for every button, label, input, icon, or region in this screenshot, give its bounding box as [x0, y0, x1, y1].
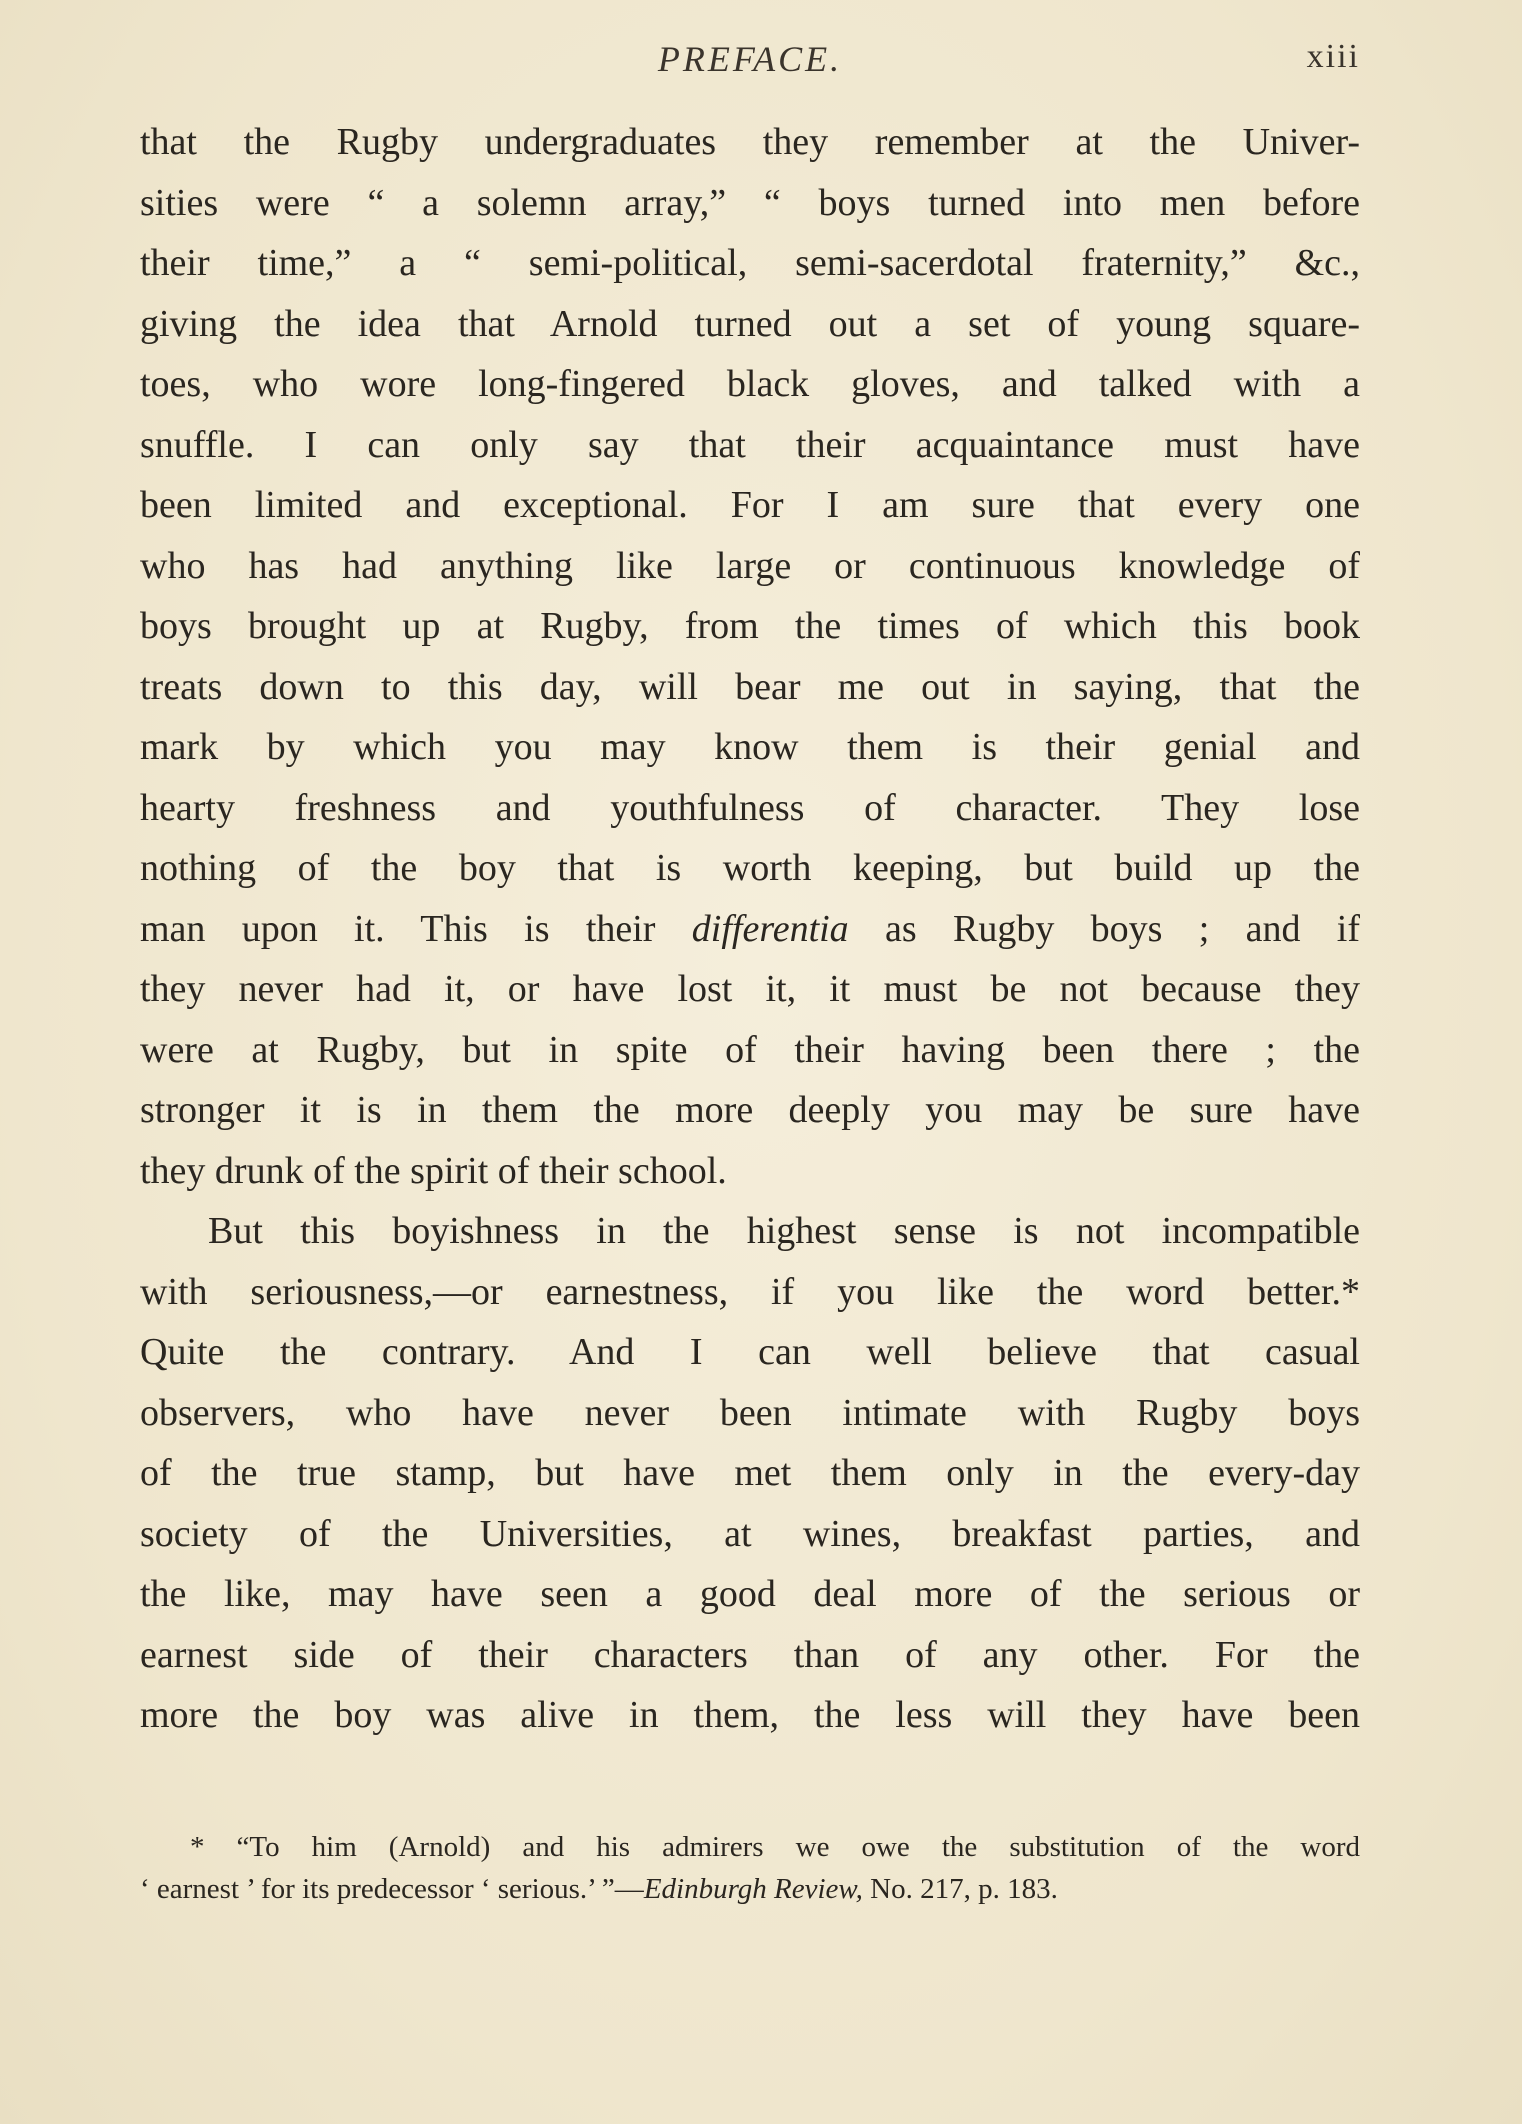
text-line: snuffle. I can only say that their acquaintance must have	[140, 423, 1360, 466]
text-line: with seriousness,—or earnestness, if you like the word better.*	[140, 1270, 1360, 1313]
paragraph-first-line: But this boyishness in the highest sense is not incompatible	[208, 1210, 1360, 1252]
running-head	[140, 38, 1360, 88]
italic-term: differentia	[691, 907, 849, 950]
text-line: giving the idea that Arnold turned out a set of young square-	[140, 302, 1360, 345]
page-number: xiii	[1306, 38, 1360, 75]
footnote-line: * “To him (Arnold) and his admirers we owe the substitution of the word	[190, 1831, 1360, 1863]
text-line: that the Rugby undergraduates they remember at the Univer-	[140, 121, 1360, 163]
text-line: sities were “ a solemn array,” “ boys turned into men before	[140, 181, 1360, 224]
text-line: toes, who wore long-fingered black gloves, and talked with a	[140, 363, 1360, 405]
text-line: been limited and exceptional. For I am sure that every one	[140, 484, 1360, 526]
text-line: observers, who have never been intimate with Rugby boys	[140, 1391, 1360, 1434]
text-line: boys brought up at Rugby, from the times of which this book	[140, 605, 1360, 647]
footnote-line	[140, 1868, 1360, 1910]
text-segment: as Rugby boys ; and if	[885, 907, 1360, 950]
text-line: more the boy was alive in them, the less will they have been	[140, 1694, 1360, 1736]
text-segment: man upon it. This is their	[140, 907, 656, 950]
text-line: hearty freshness and youthfulness of character. They lose	[140, 786, 1360, 829]
text-line: who has had anything like large or continuous knowledge of	[140, 544, 1360, 587]
text-line: stronger it is in them the more deeply you may be sure have	[140, 1089, 1360, 1131]
footnote	[140, 1826, 1360, 1910]
text-line: Quite the contrary. And I can well believe that casual	[140, 1331, 1360, 1373]
footnote-source: Edinburgh Review,	[643, 1873, 863, 1905]
footnote-segment: No. 217, p. 183.	[862, 1873, 1058, 1905]
text-line: they never had it, or have lost it, it must be not because they	[140, 968, 1360, 1010]
text-line: society of the Universities, at wines, breakfast parties, and	[140, 1512, 1360, 1555]
text-line: the like, may have seen a good deal more of the serious or	[140, 1573, 1360, 1615]
text-line: their time,” a “ semi-political, semi-sacerdotal fraternity,” &c.,	[140, 242, 1360, 284]
text-line: they drunk of the spirit of their school.	[140, 1149, 727, 1192]
text-line-differentia	[140, 899, 1360, 960]
text-line: mark by which you may know them is their genial and	[140, 726, 1360, 768]
text-line: earnest side of their characters than of any other. For the	[140, 1633, 1360, 1676]
text-line: were at Rugby, but in spite of their having been there ; the	[140, 1028, 1360, 1071]
running-head-title: PREFACE.	[657, 39, 843, 79]
text-line: of the true stamp, but have met them only in the every-day	[140, 1452, 1360, 1494]
footnote-segment: ‘ earnest ’ for its predecessor ‘ serious.’ ”—	[140, 1873, 644, 1905]
text-line: nothing of the boy that is worth keeping, but build up the	[140, 847, 1360, 889]
body-text	[140, 112, 1360, 1746]
text-line: treats down to this day, will bear me out in saying, that the	[140, 665, 1360, 708]
